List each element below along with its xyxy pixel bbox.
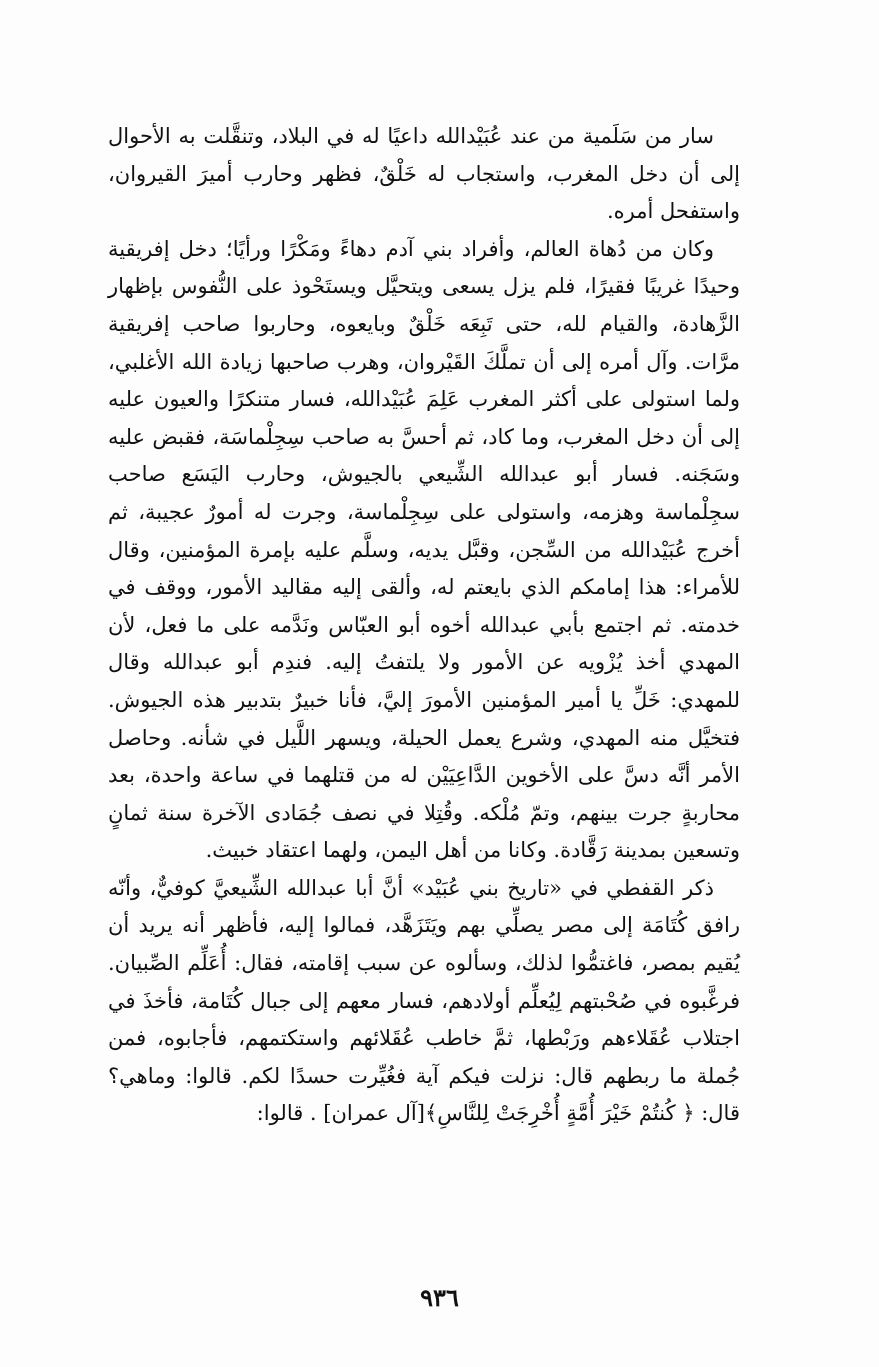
page-number: ٩٣٦ [420,1283,459,1312]
paragraph-3: ذكر القفطي في «تاريخ بني عُبَيْد» أنَّ أبا عبدالله الشِّيعيَّ كوفيٌّ، وأنّه رافق كُتَامَة إلى مصر يصلِّي بهم ويَتَزَهَّد، فمالوا إليه، فأظهر أنه يريد أن يُقيم بمصر، فاغتمُّوا لذلك، وسألوه عن سبب إقامته، فقال: أُعَلِّم الصِّبيان. فرغَّبوه في صُحْبتهم لِيُعلِّم أولادهم، فسار معهم إلى جبال كُتَامة، فأخذَ في اجتلاب عُقَلاءهم ورَبْطها، ثمَّ خاطب عُقَلائهم واستكتمهم، فأجابوه، فمن جُملة ما ربطهم قال: نزلت فيكم آية فغُيِّرت حسدًا لكم. قالوا: وماهي؟ قال: ﴿ كُنتُمْ خَيْرَ أُمَّةٍ أُخْرِجَتْ لِلنَّاسِ﴾[آل عمران] . قالوا: [108,875,740,1126]
paragraph-1: سار من سَلَمية من عند عُبَيْدالله داعيًا له في البلاد، وتنقَّلت به الأحوال إلى أن دخل المغرب، واستجاب له خَلْقٌ، فظهر وحارب أميرَ القيروان، واستفحل أمره. [108,124,740,224]
paragraph-2: وكان من دُهاة العالم، وأفراد بني آدم دهاءً ومَكْرًا ورأيًا؛ دخل إفريقية وحيدًا غريبًا فقيرًا، فلم يزل يسعى ويتحيَّل ويستَحْوذ على النُّفوس بإظهار الزَّهادة، والقيام لله، حتى تَبِعَه خَلْقٌ وبايعوه، وحاربوا صاحب إفريقية مرَّات. وآل أمره إلى أن تملَّكَ القَيْروان، وهرب صاحبها زيادة الله الأغلبي، ولما استولى على أكثر المغرب عَلِمَ عُبَيْدالله، فسار متنكرًا والعيون عليه إلى أن دخل المغرب، وما كاد، ثم أحسَّ به صاحب سِجِلْماسَة، فقبض عليه وسَجَنه. فسار أبو عبدالله الشِّيعي بالجيوش، وحارب اليَسَع صاحب سجِلْماسة وهزمه، واستولى على سِجِلْماسة، وجرت له أمورٌ عجيبة، ثم أخرج عُبَيْدالله من السِّجن، وقبَّل يديه، وسلَّم عليه بإمرة المؤمنين، وقال للأمراء: هذا إمامكم الذي بايعتم له، وألقى إليه مقاليد الأمور، ووقف في خدمته. ثم اجتمع بأبي عبدالله أخوه أبو العبّاس ونَدَّمه على ما فعل، لأن المهدي أخذ يُزْويه عن الأمور ولا يلتفتُ إليه. فندِم أبو عبدالله وقال للمهدي: خَلِّ يا أمير المؤمنين الأمورَ إليَّ، فأنا خبيرٌ بتدبير هذه الجيوش. فتخيَّل منه المهدي، وشرع يعمل الحيلة، ويسهر اللَّيل في شأنه. وحاصل الأمر أنَّه دسَّ على الأخوين الدَّاعِيَيْن له من قتلهما في ساعة واحدة، بعد محاربةٍ جرت بينهم، وتمّ مُلْكه. وقُتِلا في نصف جُمَادى الآخرة سنة ثمانٍ وتسعين بمدينة رَقَّادة. وكانا من أهل اليمن، ولهما اعتقاد خبيث. [108,236,740,863]
page-body-text [108,118,740,1133]
